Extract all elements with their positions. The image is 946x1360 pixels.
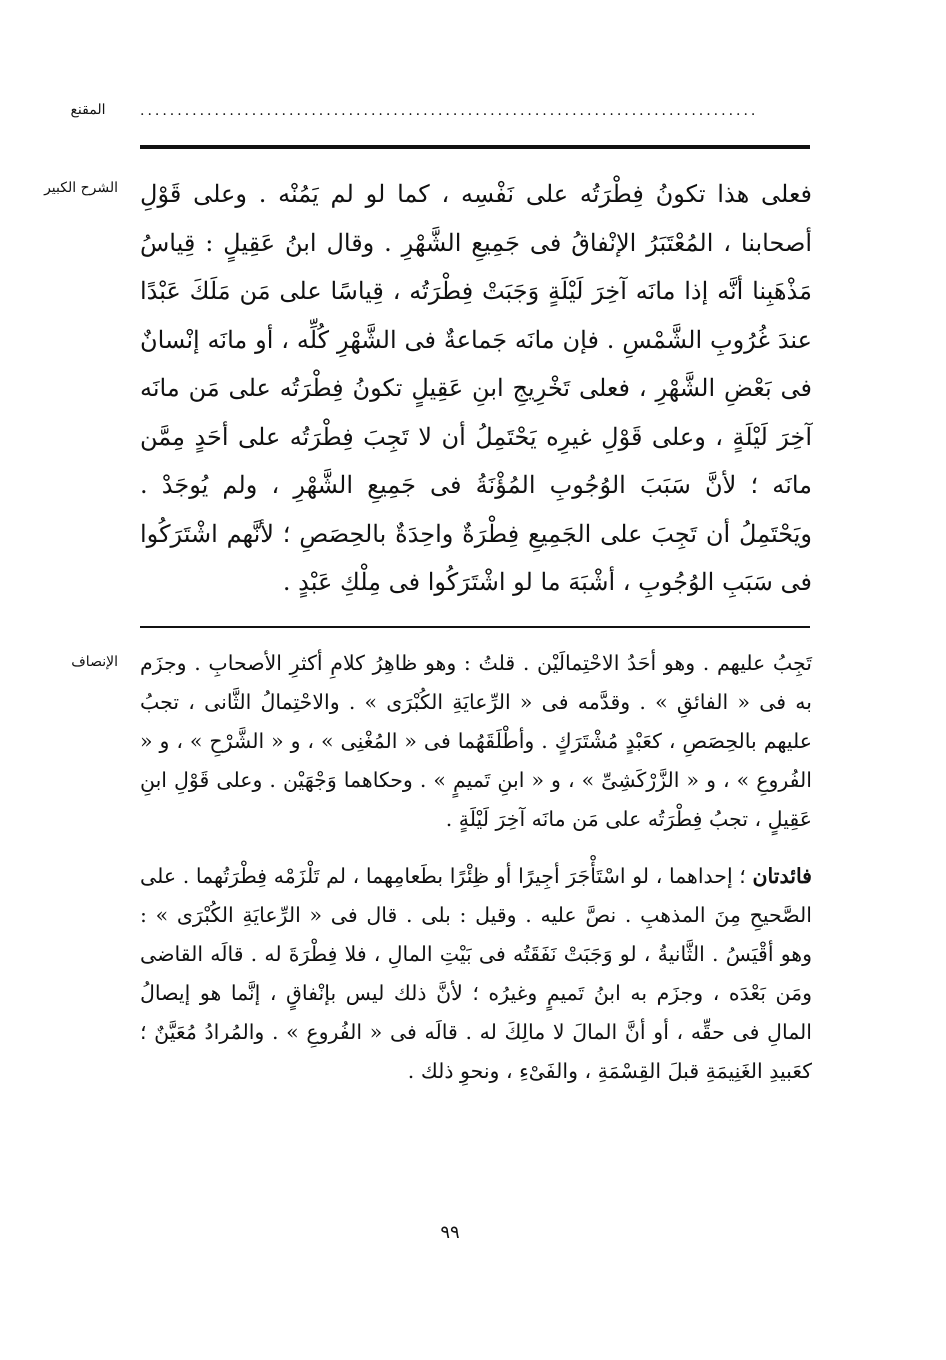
commentary-paragraph-2-lead: فائدتان xyxy=(752,864,812,888)
header-rule xyxy=(140,145,810,149)
running-header-label: المقنع xyxy=(70,102,106,118)
main-text-side-label: الشرح الكبير xyxy=(44,180,118,196)
commentary-side-label: الإنصاف xyxy=(71,654,118,670)
page-number: ٩٩ xyxy=(440,1222,460,1243)
main-text-block xyxy=(140,170,812,607)
section-divider-rule xyxy=(140,626,810,628)
commentary-paragraph-2 xyxy=(140,857,812,1091)
header-dotted-leader: ................................................................................... xyxy=(140,104,759,118)
commentary-paragraph-2-text: ؛ إحداهما ، لو اسْتَأْجَرَ أجِيرًا أو ظِئْرًا بطَعامِهما ، لم تَلْزَمْه فِطْرَتُهما . على الصَّحيحِ مِنَ المذهبِ . نصَّ عليه . وقيل : بلى . قال فى « الرِّعايَةِ الكُبْرَى » : وهو أقْيَسُ . الثَّانيةُ ، لو وَجَبَتْ نَفَقَتُه فى بَيْتِ المالِ ، فلا فِطْرَةَ له . قالَه القاضى ومَن بَعْدَه ، وجزَم به ابنُ تَميمٍ وغيرُه ؛ لأنَّ ذلك ليس بإنْفاقٍ ، إنَّما هو إيصالُ المالِ فى حقِّه ، أو أنَّ المالَ لا مالِكَ له . قالَه فى « الفُروعِ » . والمُرادُ مُعَيَّنٌ ؛ كعَبيدِ الغَنِيمَةِ قبلَ القِسْمَةِ ، والفَىْءِ ، ونحوِ ذلك . xyxy=(140,864,812,1083)
commentary-block xyxy=(140,644,812,1091)
commentary-paragraph-1: تَجِبُ عليهم . وهو أحَدُ الاحْتِمالَيْن . قلتُ : وهو ظاهِرُ كلامِ أكثرِ الأصحابِ . وجزَم به فى « الفائقِ » . وقدَّمه فى « الرِّعايَةِ الكُبْرَى » . والاحْتِمالُ الثَّانى ، تجبُ عليهم بالحِصَصِ ، كعَبْدٍ مُشْتَرَكٍ . وأطْلَقَهُما فى « المُغْنِى » ، و « الشَّرْحِ » ، و « الفُروعِ » ، و « الزَّرْكَشِىِّ » ، و « ابنِ تَميمٍ » . وحكاهما وَجْهَيْن . وعلى قَوْلِ ابنِ عَقِيلٍ ، تجبُ فِطْرَتُه على مَن مانَه آخِرَ لَيْلَةٍ . xyxy=(140,651,812,831)
main-text-paragraph: فعلى هذا تكونُ فِطْرَتُه على نَفْسِه ، كما لو لم يَمُنْه . وعلى قَوْلِ أصحابنا ، المُعْتَبَرُ الإنْفاقُ فى جَمِيعِ الشَّهْرِ . وقال ابنُ عَقِيلٍ : قِياسُ مَذْهَبِنا أنَّه إذا مانَه آخِرَ لَيْلَةٍ وَجَبَتْ فِطْرَتُه ، قِياسًا على مَن مَلَكَ عَبْدًا عندَ غُرُوبِ الشَّمْسِ . فإن مانَه جَماعةٌ فى الشَّهْرِ كُلِّه ، أو مانَه إنْسانٌ فى بَعْضِ الشَّهْرِ ، فعلى تَخْرِيجِ ابنِ عَقِيلٍ تكونُ فِطْرَتُه على مَن مانَه آخِرَ لَيْلَةٍ ، وعلى قَوْلِ غيرِه يَحْتَمِلُ أن لا تَجِبَ فِطْرَتُه على أحَدٍ مِمَّن مانَه ؛ لأنَّ سَبَبَ الوُجُوبِ المُؤْنَةُ فى جَمِيعِ الشَّهْرِ ، ولم يُوجَدْ . ويَحْتَمِلُ أن تَجِبَ على الجَمِيعِ فِطْرَةٌ واحِدَةٌ بالحِصَصِ ؛ لأنَّهم اشْتَرَكُوا فى سَبَبِ الوُجُوبِ ، أشْبَهَ ما لو اشْتَرَكُوا فى مِلْكِ عَبْدٍ . xyxy=(140,180,812,596)
